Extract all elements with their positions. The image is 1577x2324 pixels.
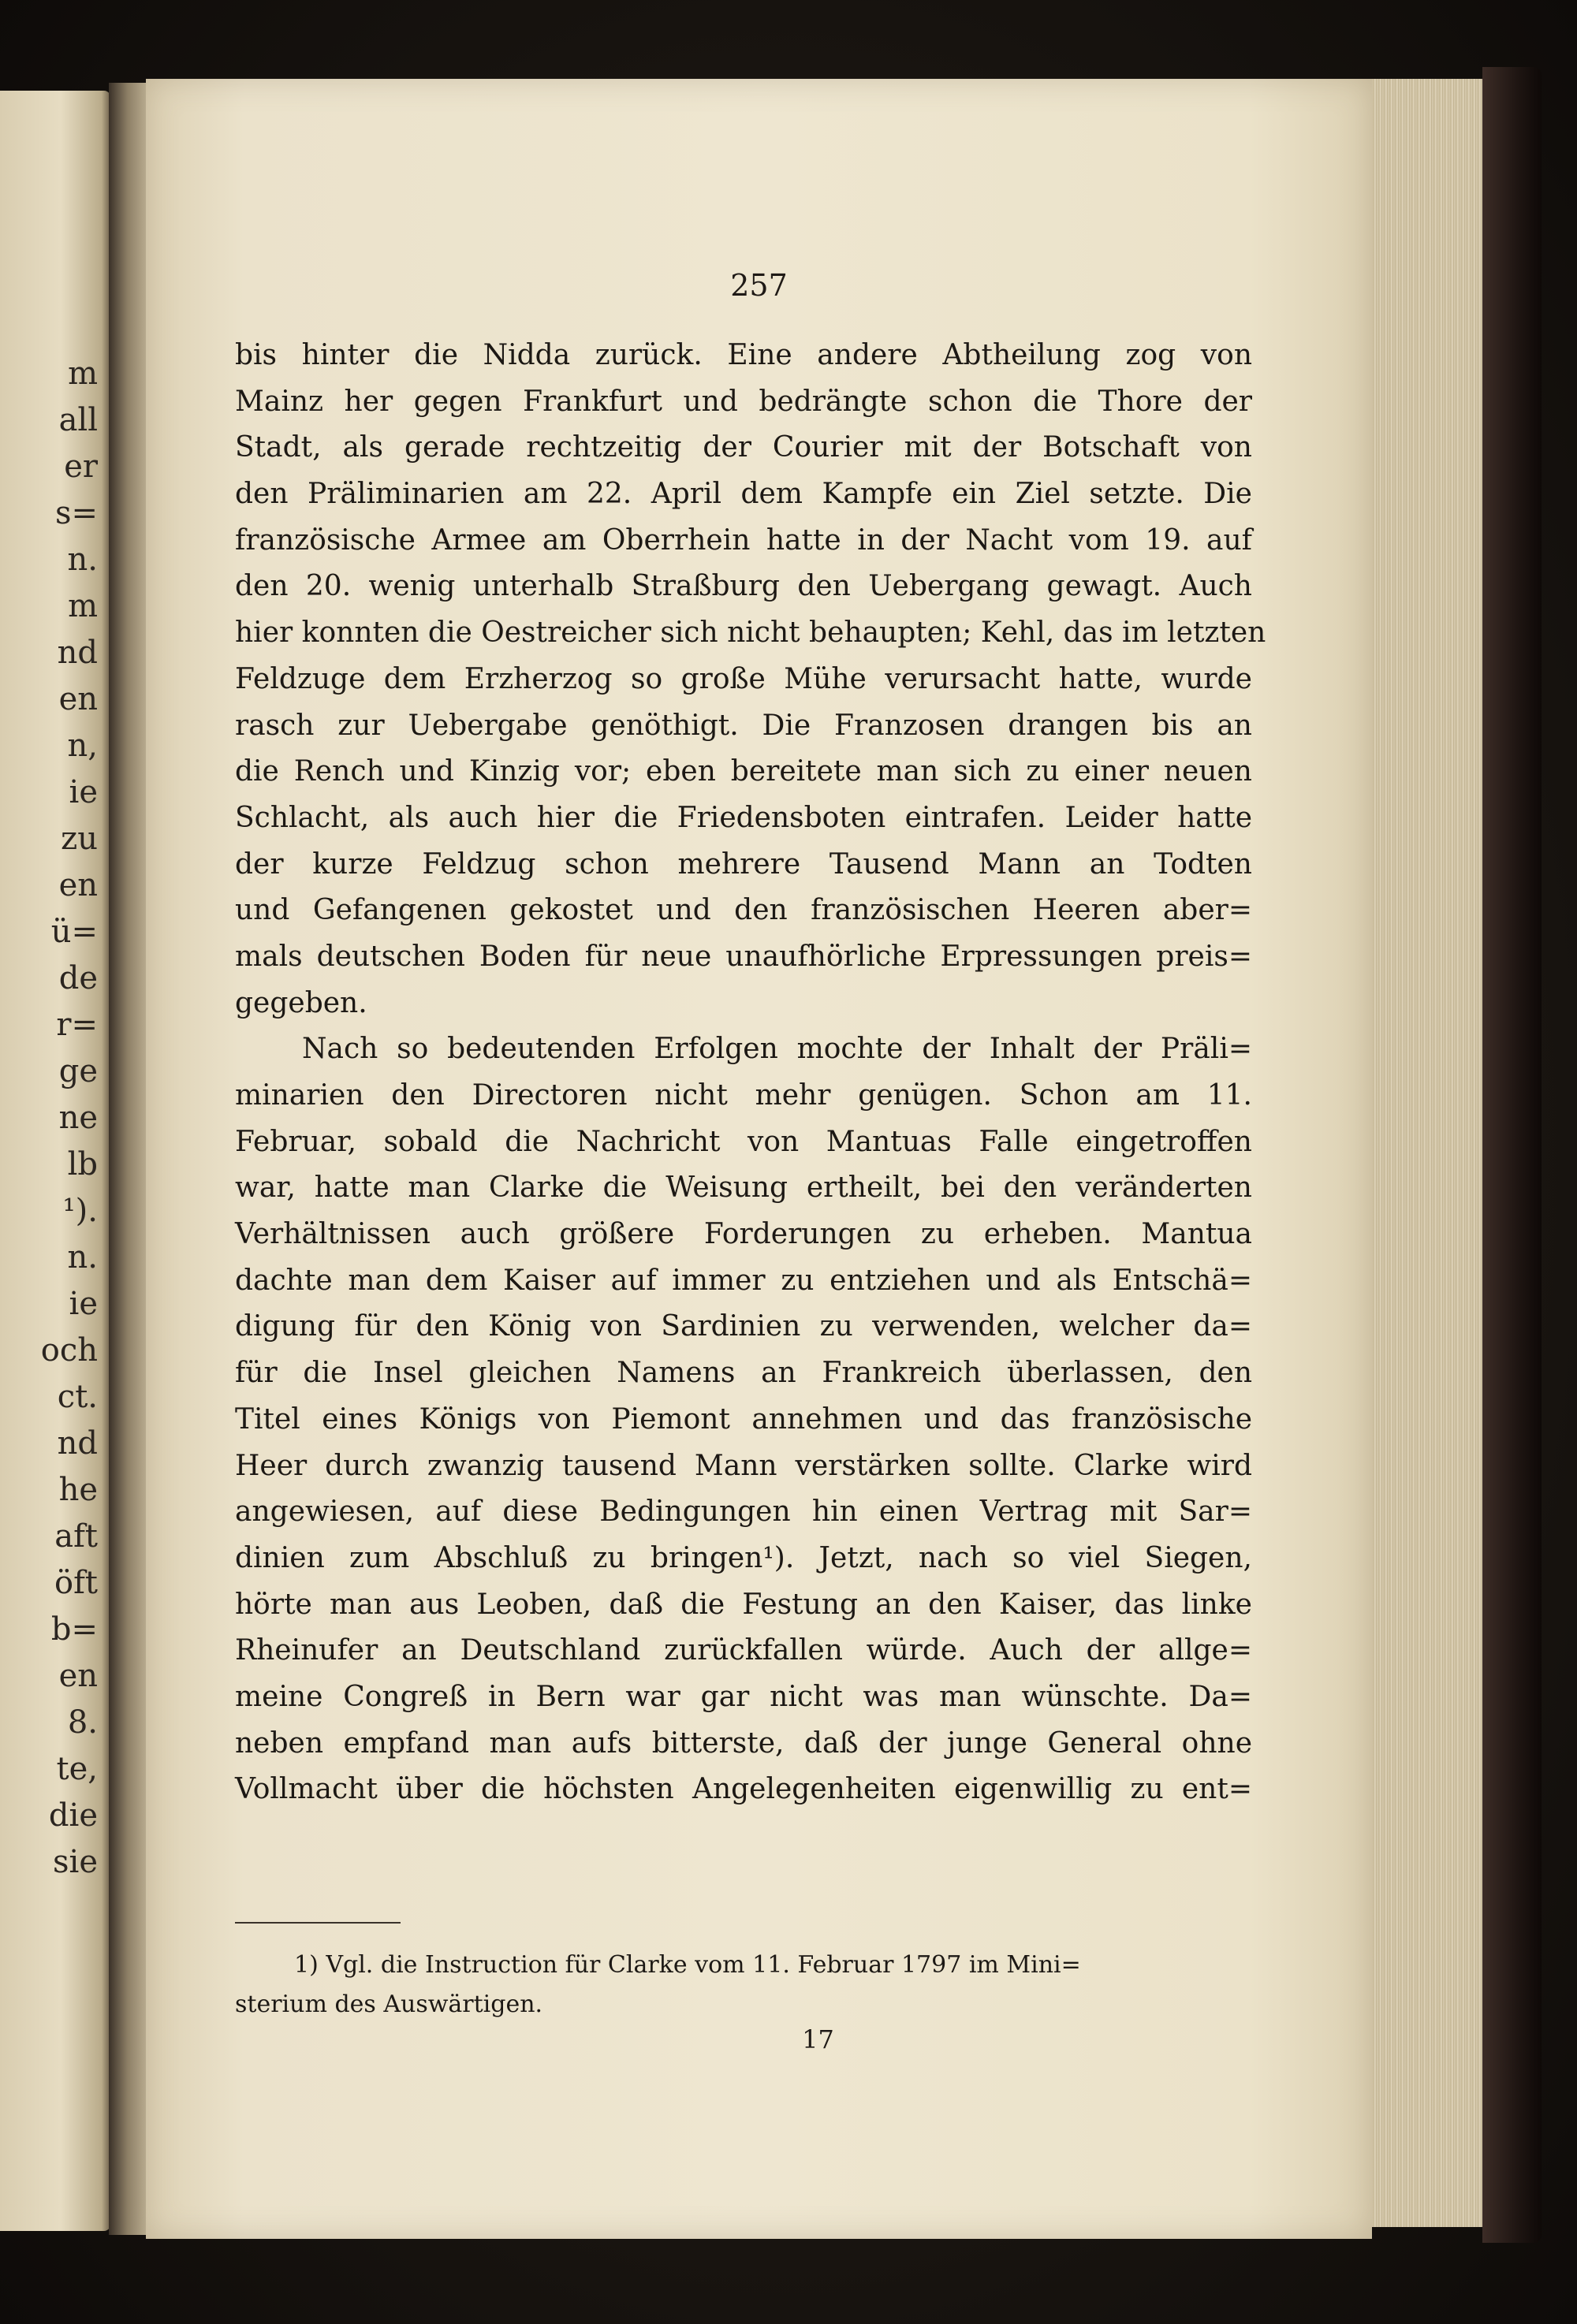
left-fragment: te, bbox=[56, 1751, 98, 1787]
text-line: Stadt, als gerade rechtzeitig der Courier mit der Botschaft von bbox=[235, 431, 1252, 464]
text-line: hier konnten die Oestreicher sich nicht behaupten; Kehl, das im letzten bbox=[235, 616, 1266, 650]
text-line: war, hatte man Clarke die Weisung ertheilt, bei den veränderten bbox=[235, 1171, 1252, 1205]
text-line: hörte man aus Leoben, daß die Festung an den Kaiser, das linke bbox=[235, 1588, 1252, 1621]
right-page bbox=[146, 79, 1372, 2239]
left-fragment: nd bbox=[57, 1425, 98, 1462]
left-fragment: ie bbox=[69, 1286, 98, 1322]
book-cover-edge bbox=[1482, 67, 1542, 2243]
text-line: die Rench und Kinzig vor; eben bereitete man sich zu einer neuen bbox=[235, 755, 1252, 788]
page-edges bbox=[1360, 79, 1486, 2227]
left-fragment: de bbox=[58, 960, 98, 996]
left-fragment: en bbox=[58, 867, 98, 903]
text-line: dachte man dem Kaiser auf immer zu entziehen und als Entschä= bbox=[235, 1264, 1252, 1297]
left-fragment: en bbox=[58, 1658, 98, 1694]
text-line: den Präliminarien am 22. April dem Kampfe ein Ziel setzte. Die bbox=[235, 478, 1252, 511]
left-page-text-fragments bbox=[41, 351, 98, 1886]
text-line: Nach so bedeutenden Erfolgen mochte der Inhalt der Präli= bbox=[302, 1033, 1252, 1066]
left-fragment: ge bbox=[58, 1053, 98, 1089]
text-line: angewiesen, auf diese Bedingungen hin einen Vertrag mit Sar= bbox=[235, 1495, 1252, 1529]
page-number: 257 bbox=[730, 268, 788, 303]
signature-mark: 17 bbox=[802, 2024, 834, 2054]
text-line: mals deutschen Boden für neue unaufhörliche Erpressungen preis= bbox=[235, 940, 1252, 973]
text-line: rasch zur Uebergabe genöthigt. Die Franzosen drangen bis an bbox=[235, 709, 1252, 742]
text-line: Mainz her gegen Frankfurt und bedrängte schon die Thore der bbox=[235, 385, 1252, 418]
left-fragment: ie bbox=[69, 774, 98, 810]
text-line: französische Armee am Oberrhein hatte in der Nacht vom 19. auf bbox=[235, 523, 1252, 557]
left-fragment: n, bbox=[67, 728, 98, 764]
text-line: Titel eines Königs von Piemont annehmen und das französische bbox=[235, 1402, 1252, 1436]
text-line: Feldzuge dem Erzherzog so große Mühe verursacht hatte, wurde bbox=[235, 662, 1252, 695]
left-fragment: all bbox=[58, 402, 98, 438]
text-line: für die Insel gleichen Namens an Frankreich überlassen, den bbox=[235, 1357, 1252, 1390]
text-line: dinien zum Abschluß zu bringen¹). Jetzt, nach so viel Siegen, bbox=[235, 1541, 1252, 1574]
text-line: neben empfand man aufs bitterste, daß der junge General ohne bbox=[235, 1726, 1252, 1760]
left-fragment: b= bbox=[50, 1611, 98, 1648]
left-fragment: n. bbox=[67, 1239, 98, 1276]
text-line: gegeben. bbox=[235, 986, 367, 1019]
text-line: Rheinufer an Deutschland zurückfallen würde. Auch der allge= bbox=[235, 1634, 1252, 1667]
left-fragment: n. bbox=[67, 542, 98, 578]
left-fragment: aft bbox=[54, 1518, 98, 1555]
body-text bbox=[235, 333, 1266, 1813]
left-fragment: en bbox=[58, 681, 98, 717]
text-line: der kurze Feldzug schon mehrere Tausend Mann an Todten bbox=[235, 847, 1252, 881]
text-line: Schlacht, als auch hier die Friedensboten eintrafen. Leider hatte bbox=[235, 801, 1252, 834]
left-fragment: zu bbox=[61, 821, 98, 857]
left-fragment: r= bbox=[56, 1007, 98, 1043]
footnote-divider bbox=[235, 1922, 401, 1924]
left-page bbox=[0, 91, 110, 2231]
left-fragment: ct. bbox=[57, 1379, 98, 1415]
left-fragment: er bbox=[64, 449, 98, 485]
left-fragment: 8. bbox=[67, 1704, 98, 1741]
left-fragment: ¹). bbox=[62, 1193, 98, 1229]
text-line: bis hinter die Nidda zurück. Eine andere Abtheilung zog von bbox=[235, 339, 1252, 371]
footnote-line: 1) Vgl. die Instruction für Clarke vom 11. Februar 1797 im Mini= bbox=[294, 1951, 1081, 1979]
left-fragment: ü= bbox=[50, 914, 98, 950]
left-fragment: och bbox=[40, 1332, 98, 1369]
left-fragment: nd bbox=[57, 635, 98, 671]
left-fragment: öft bbox=[54, 1565, 98, 1601]
left-fragment: m bbox=[68, 356, 98, 392]
text-line: und Gefangenen gekostet und den französischen Heeren aber= bbox=[235, 894, 1252, 927]
left-fragment: ne bbox=[58, 1100, 98, 1136]
left-fragment: lb bbox=[67, 1146, 98, 1182]
text-line: minarien den Directoren nicht mehr genügen. Schon am 11. bbox=[235, 1079, 1252, 1112]
left-fragment: die bbox=[48, 1797, 98, 1834]
text-line: den 20. wenig unterhalb Straßburg den Uebergang gewagt. Auch bbox=[235, 570, 1252, 603]
text-line: digung für den König von Sardinien zu verwenden, welcher da= bbox=[235, 1310, 1252, 1343]
left-fragment: he bbox=[58, 1472, 98, 1508]
text-line: Heer durch zwanzig tausend Mann verstärken sollte. Clarke wird bbox=[235, 1449, 1252, 1482]
footnote bbox=[235, 1946, 1252, 2024]
left-fragment: sie bbox=[53, 1844, 98, 1880]
text-line: meine Congreß in Bern war gar nicht was man wünschte. Da= bbox=[235, 1680, 1252, 1713]
text-line: Verhältnissen auch größere Forderungen zu erheben. Mantua bbox=[235, 1218, 1252, 1251]
left-fragment: s= bbox=[54, 495, 98, 531]
text-line: Vollmacht über die höchsten Angelegenheiten eigenwillig zu ent= bbox=[235, 1773, 1252, 1806]
left-fragment: m bbox=[68, 588, 98, 624]
footnote-line: sterium des Auswärtigen. bbox=[235, 1991, 543, 2018]
text-line: Februar, sobald die Nachricht von Mantuas Falle eingetroffen bbox=[235, 1125, 1252, 1158]
